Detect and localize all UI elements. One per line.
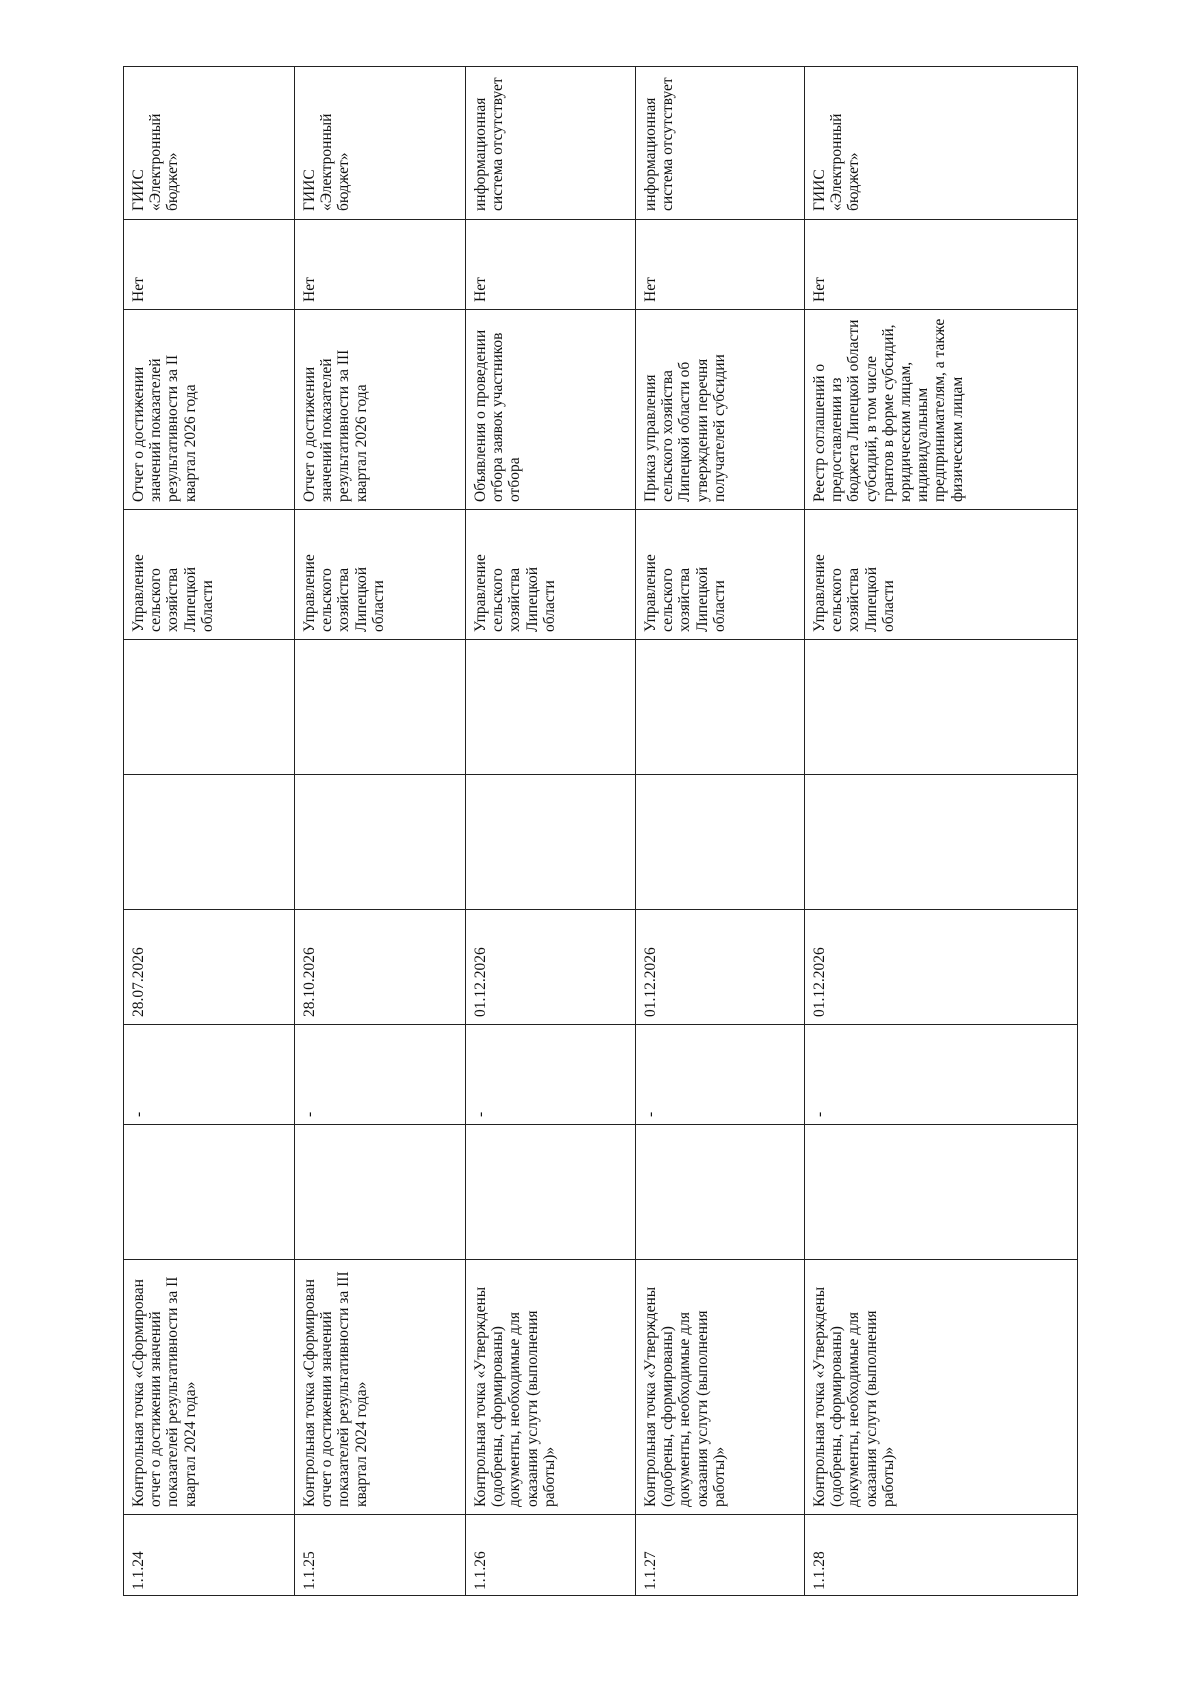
cell-name: [295, 1259, 465, 1514]
col2-text: [295, 1125, 465, 1259]
cell-col5: [295, 774, 465, 909]
table-row: [295, 67, 466, 1595]
cell-col2: [295, 1124, 465, 1259]
flag-text: Нет: [811, 277, 828, 302]
table-row: [124, 67, 295, 1595]
cell-col3: [295, 1024, 465, 1124]
cell-responsible: [124, 509, 294, 639]
date-text: 28.10.2026: [301, 947, 318, 1017]
col5-text: [124, 775, 294, 909]
name-text: Контрольная точка «Утверждены (одобрены, сформированы) документы, необходимые для оказания услуги (выполнения работы)»: [642, 1286, 728, 1507]
col6-text: [636, 640, 804, 774]
cell-col6: [636, 639, 804, 774]
col3-text: -: [130, 1111, 147, 1117]
cell-system: [466, 67, 635, 219]
system-text: ГИИС «Электронный бюджет»: [130, 113, 182, 211]
col5-text: [636, 775, 804, 909]
cell-col6: [124, 639, 294, 774]
cell-responsible: [466, 509, 635, 639]
responsible-text: Управление сельского хозяйства Липецкой области: [472, 554, 558, 632]
document-text: Отчет о достижении значений показателей результативности за III квартал 2026 года: [301, 349, 370, 502]
document-text: Реестр соглашений о предоставлении из бюджета Липецкой области субсидий, в том числе грантов в форме субсидий, юридическим лицам, индивидуальным предпринимателям, а также физическим лицам: [811, 318, 966, 502]
col2-text: [805, 1125, 1077, 1259]
cell-date: [295, 909, 465, 1024]
flag-text: Нет: [301, 277, 318, 302]
cell-name: [124, 1259, 294, 1514]
col2-text: [466, 1125, 635, 1259]
date-text: 28.07.2026: [130, 947, 147, 1017]
col3-text: -: [472, 1111, 489, 1117]
cell-flag: [295, 219, 465, 309]
cell-flag: [466, 219, 635, 309]
cell-document: [805, 309, 1077, 509]
cell-col3: [124, 1024, 294, 1124]
cell-system: [124, 67, 294, 219]
col6-text: [295, 640, 465, 774]
cell-system: [295, 67, 465, 219]
cell-date: [466, 909, 635, 1024]
responsible-text: Управление сельского хозяйства Липецкой области: [130, 554, 216, 632]
system-text: ГИИС «Электронный бюджет»: [811, 113, 863, 211]
cell-date: [636, 909, 804, 1024]
col6-text: [124, 640, 294, 774]
cell-num: [636, 1514, 804, 1597]
cell-col3: [636, 1024, 804, 1124]
system-text: ГИИС «Электронный бюджет»: [301, 113, 353, 211]
cell-name: [466, 1259, 635, 1514]
col5-text: [466, 775, 635, 909]
cell-document: [295, 309, 465, 509]
cell-document: [636, 309, 804, 509]
cell-col3: [805, 1024, 1077, 1124]
num-text: 1.1.27: [642, 1551, 659, 1590]
name-text: Контрольная точка «Сформирован отчет о достижении значений показателей результативности за II квартал 2024 года»: [130, 1276, 199, 1507]
cell-num: [805, 1514, 1077, 1597]
cell-col3: [466, 1024, 635, 1124]
cell-col5: [466, 774, 635, 909]
document-text: Объявления о проведении отбора заявок участников отбора: [472, 329, 524, 502]
flag-text: Нет: [642, 277, 659, 302]
date-text: 01.12.2026: [811, 947, 828, 1017]
responsible-text: Управление сельского хозяйства Липецкой области: [301, 554, 387, 632]
col2-text: [636, 1125, 804, 1259]
cell-col5: [124, 774, 294, 909]
col6-text: [805, 640, 1077, 774]
cell-col5: [805, 774, 1077, 909]
cell-col2: [466, 1124, 635, 1259]
flag-text: Нет: [472, 277, 489, 302]
col3-text: -: [642, 1111, 659, 1117]
cell-document: [124, 309, 294, 509]
num-text: 1.1.24: [130, 1551, 147, 1590]
col5-text: [295, 775, 465, 909]
name-text: Контрольная точка «Утверждены (одобрены, сформированы) документы, необходимые для оказания услуги (выполнения работы)»: [472, 1286, 558, 1507]
document-text: Отчет о достижении значений показателей результативности за II квартал 2026 года: [130, 354, 199, 502]
cell-responsible: [636, 509, 804, 639]
cell-col2: [636, 1124, 804, 1259]
name-text: Контрольная точка «Утверждены (одобрены, сформированы) документы, необходимые для оказания услуги (выполнения работы)»: [811, 1286, 897, 1507]
num-text: 1.1.28: [811, 1551, 828, 1590]
cell-responsible: [295, 509, 465, 639]
name-text: Контрольная точка «Сформирован отчет о достижении значений показателей результативности за III квартал 2024 года»: [301, 1271, 370, 1507]
cell-date: [805, 909, 1077, 1024]
cell-num: [295, 1514, 465, 1597]
cell-date: [124, 909, 294, 1024]
cell-flag: [805, 219, 1077, 309]
table-row: [636, 67, 805, 1595]
table-row: [805, 67, 1077, 1595]
num-text: 1.1.26: [472, 1551, 489, 1590]
cell-num: [124, 1514, 294, 1597]
flag-text: Нет: [130, 277, 147, 302]
cell-num: [466, 1514, 635, 1597]
cell-col6: [805, 639, 1077, 774]
cell-system: [805, 67, 1077, 219]
col2-text: [124, 1125, 294, 1259]
table-row: [466, 67, 636, 1595]
col5-text: [805, 775, 1077, 909]
col3-text: -: [301, 1111, 318, 1117]
cell-document: [466, 309, 635, 509]
date-text: 01.12.2026: [472, 947, 489, 1017]
col6-text: [466, 640, 635, 774]
responsible-text: Управление сельского хозяйства Липецкой области: [811, 554, 897, 632]
cell-flag: [636, 219, 804, 309]
cell-flag: [124, 219, 294, 309]
cell-col2: [124, 1124, 294, 1259]
cell-responsible: [805, 509, 1077, 639]
rotated-table: [123, 66, 1078, 1596]
cell-name: [636, 1259, 804, 1514]
cell-col6: [466, 639, 635, 774]
num-text: 1.1.25: [301, 1551, 318, 1590]
cell-col6: [295, 639, 465, 774]
cell-col5: [636, 774, 804, 909]
cell-name: [805, 1259, 1077, 1514]
responsible-text: Управление сельского хозяйства Липецкой области: [642, 554, 728, 632]
cell-system: [636, 67, 804, 219]
col3-text: -: [811, 1111, 828, 1117]
document-text: Приказ управления сельского хозяйства Липецкой области об утверждении перечня получателей субсидии: [642, 354, 728, 502]
system-text: информационная система отсутствует: [472, 77, 507, 211]
date-text: 01.12.2026: [642, 947, 659, 1017]
system-text: информационная система отсутствует: [642, 77, 677, 211]
cell-col2: [805, 1124, 1077, 1259]
